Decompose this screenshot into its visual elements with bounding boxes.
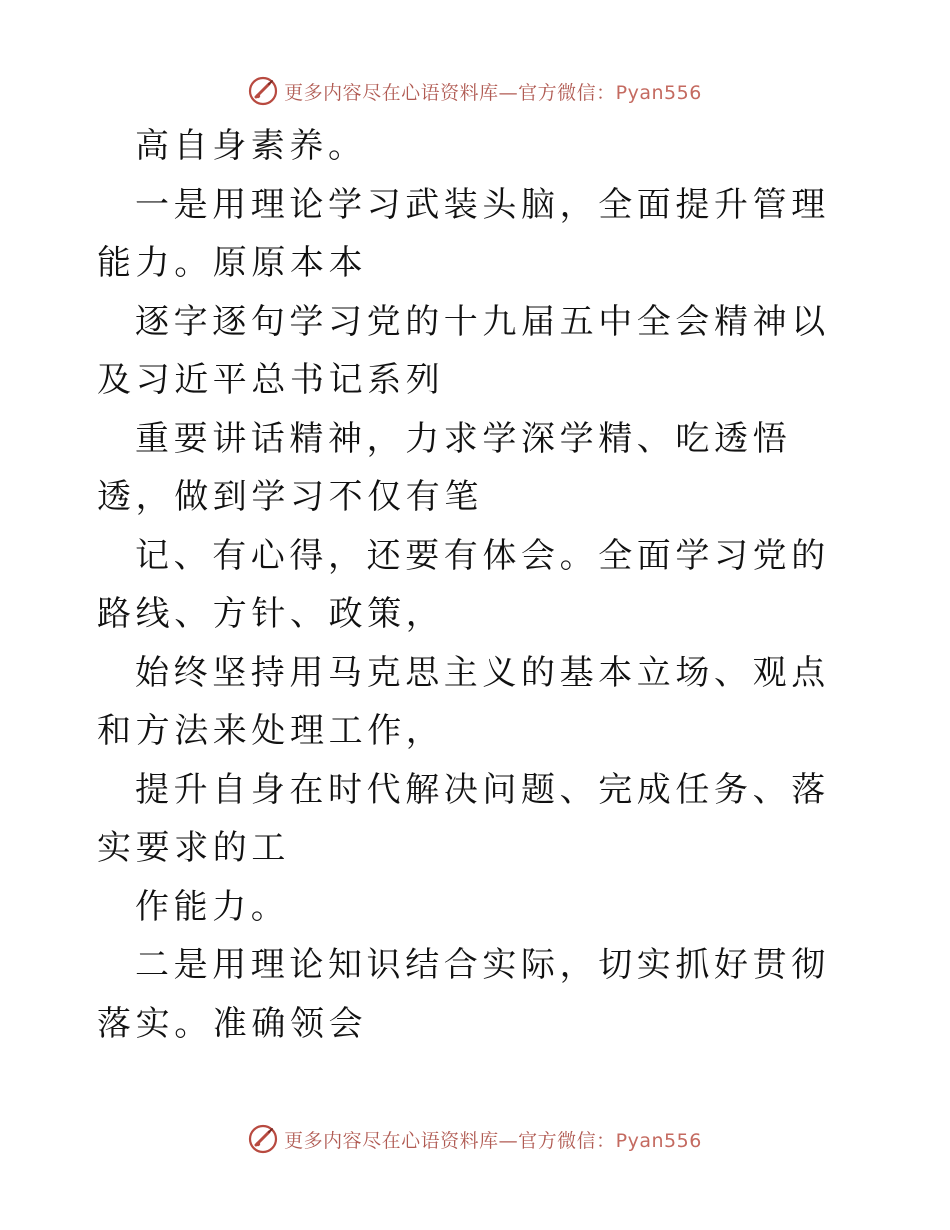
paragraph: 记、有心得，还要有体会。全面学习党的路线、方针、政策， [97,535,830,634]
footer-banner-text [284,1126,702,1153]
paragraph: 逐字逐句学习党的十九届五中全会精神以及习近平总书记系列 [97,301,830,400]
brand-logo-icon [248,1124,278,1154]
document-body [97,117,857,1053]
paragraph: 作能力。 [135,886,290,927]
paragraph: 始终坚持用马克思主义的基本立场、观点和方法来处理工作， [97,652,830,751]
footer-banner [0,1119,950,1159]
brand-logo-icon [248,76,278,106]
paragraph: 一是用理论学习武装头脑，全面提升管理能力。原原本本 [97,184,830,283]
header-banner [0,71,950,111]
header-banner-handle: Pyan556 [615,81,702,104]
footer-banner-label: 更多内容尽在心语资料库—官方微信： [284,1129,616,1152]
paragraph: 提升自身在时代解决问题、完成任务、落实要求的工 [97,769,830,868]
header-banner-label: 更多内容尽在心语资料库—官方微信： [284,81,616,104]
paragraph: 高自身素养。 [135,126,367,166]
paragraph: 二是用理论知识结合实际，切实抓好贯彻落实。准确领会 [97,945,830,1044]
paragraph: 重要讲话精神，力求学深学精、吃透悟透，做到学习不仅有笔 [97,418,792,517]
footer-banner-handle: Pyan556 [615,1129,702,1152]
header-banner-text [284,78,702,105]
